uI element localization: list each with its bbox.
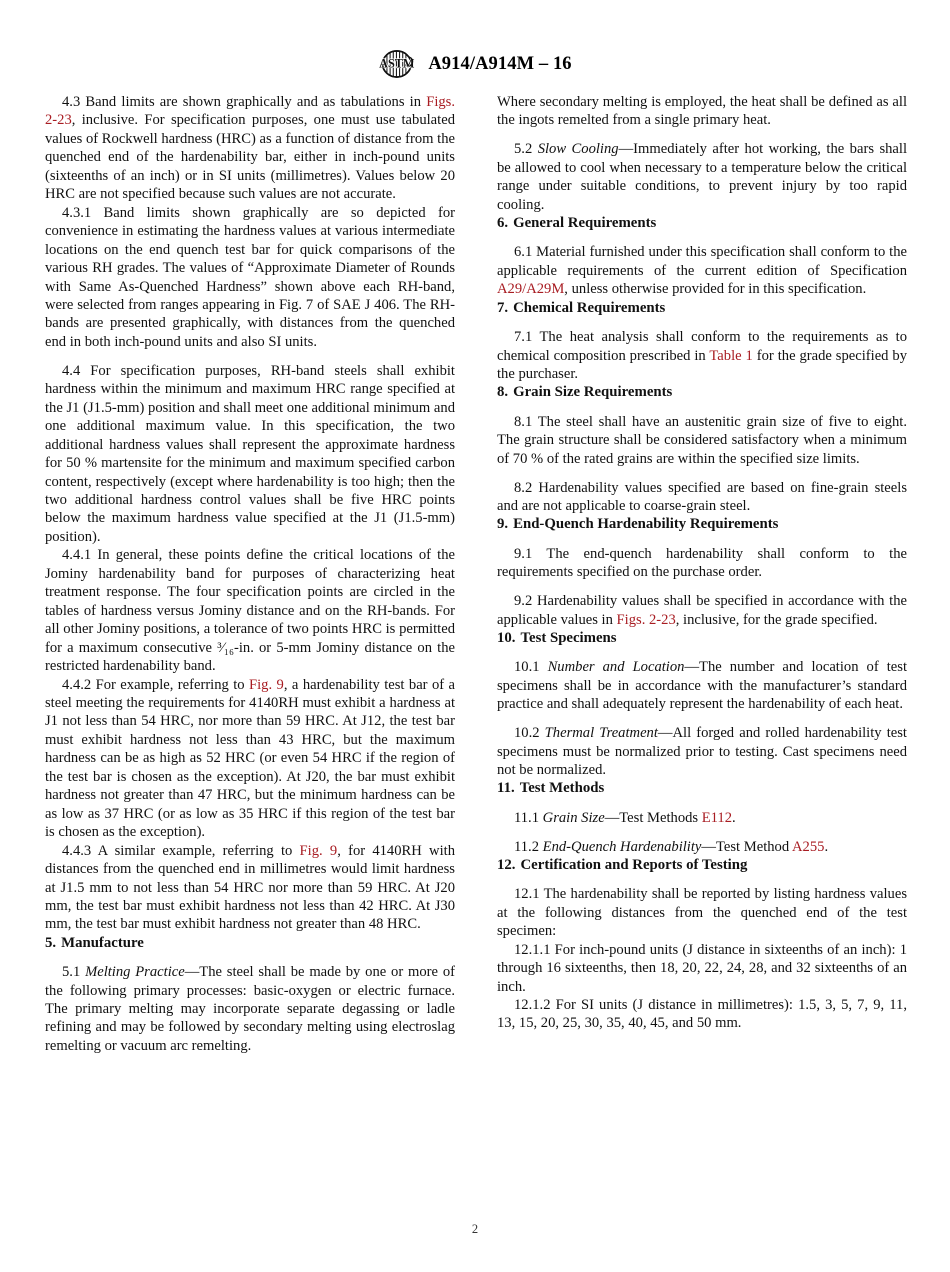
- paragraph-8-2: 8.2 Hardenability values specified are based on fine-grain steels and are not applicable to coarse-grain steel.: [497, 479, 907, 514]
- paragraph-8-1: 8.1 The steel shall have an austenitic grain size of five to eight. The grain structure shall be considered satisfactory when a minimum of 70 % of the rated grains are within the specified size limits.: [497, 413, 907, 467]
- standard-designation: A914/A914M – 16: [428, 53, 572, 74]
- term-end-quench-hardenability: End-Quench Hardenability: [542, 838, 702, 855]
- paragraph-4-4-1-tail: -in. or 5-mm Jominy distance on the restricted hardenability band.: [45, 639, 456, 675]
- paragraph-10-2-number: 10.2: [514, 725, 545, 742]
- paragraph-4-4-2: [45, 676, 455, 842]
- paragraph-4-4: 4.4 For specification purposes, RH-band steels shall exhibit hardness within the minimum and maximum HRC range specified at the J1 (J1.5-mm) position and shall meet one additional minimum and one additional maximum value. In this specification, the two additional hardness values shall represent the approximate hardness for 50 % martensite for the minimum and maximum specified carbon content, respectively (except where hardenability is too high; then the two additional hardness control values shall be five HRC points below the maximum hardness value specified at the J1 (J1.5-mm) position).: [45, 362, 455, 545]
- paragraph-7-1-lead: 7.1 The heat analysis shall conform to the requirements as to chemical composition prescribed in: [497, 329, 907, 364]
- paragraph-7-1-tail: for the grade specified by the purchaser.: [497, 347, 907, 382]
- paragraph-11-2-number: 11.2: [514, 838, 543, 855]
- section-heading-5-title: Manufacture: [61, 934, 144, 951]
- section-heading-7-number: 7.: [497, 299, 509, 316]
- term-thermal-treatment: Thermal Treatment: [544, 725, 658, 742]
- section-heading-6-title: General Requirements: [513, 215, 657, 232]
- paragraph-4-3-1: 4.3.1 Band limits shown graphically are so depicted for convenience in estimating the hardness values at various intermediate locations on the end quench test bar for quick comparisons of the various RH grades. The values of “Approximate Diameter of Rounds with Same As-Quenched Hardness” shown above each RH-band, were selected from ranges appearing in Fig. 7 of SAE J 406. The RH-bands are presented graphically, with distances from the quenched end in both inch-pound units and also SI units.: [45, 204, 455, 350]
- right-column: [497, 93, 907, 1055]
- paragraph-7-1: [497, 328, 907, 383]
- paragraph-9-2: [497, 592, 907, 629]
- section-heading-10: [497, 629, 907, 648]
- term-slow-cooling: Slow Cooling: [537, 141, 619, 158]
- paragraph-4-3-tail: , inclusive. For specification purposes, one must use tabulated values of Rockwell hardness (HRC) as a function of distance from the quenched end of the hardenability bar, either in inch-pound units (sixteenths of an inch) or in SI units (millimetres). Values below 20 HRC are not specified because such values are not accurate.: [45, 112, 455, 203]
- paragraph-4-3: [45, 93, 455, 204]
- section-heading-12-title: Certification and Reports of Testing: [520, 857, 748, 874]
- section-heading-8: [497, 383, 907, 402]
- paragraph-12-1-2: 12.1.2 For SI units (J distance in millimetres): 1.5, 3, 5, 7, 9, 11, 13, 15, 20, 25, 30, 35, 40, 45, and 50 mm.: [497, 997, 907, 1032]
- section-heading-9-title: End-Quench Hardenability Requirements: [513, 516, 779, 533]
- paragraph-5-1-text: —The steel shall be made by one or more of the following primary processes: basic-oxygen or electric furnace. The primary melting may incorporate separate degassing or ladle refining and may be followed by secondary melting using electroslag remelting or vacuum arc remelting.: [45, 964, 455, 1054]
- paragraph-4-4-3: [45, 842, 455, 934]
- section-heading-12-number: 12.: [497, 857, 516, 874]
- paragraph-11-1-text: —Test Methods: [604, 809, 702, 826]
- paragraph-12-1: 12.1 The hardenability shall be reported by listing hardness values at the following distances from the quenched end of the test specimen:: [497, 886, 907, 940]
- page-header: [0, 44, 950, 84]
- paragraph-11-1-period: .: [732, 809, 736, 826]
- paragraph-5-2: [497, 140, 907, 214]
- paragraph-5-1-number: 5.1: [62, 964, 86, 981]
- paragraph-9-2-lead: 9.2 Hardenability values shall be specified in accordance with the applicable values in: [497, 593, 907, 628]
- paragraph-4-4-1: [45, 546, 455, 675]
- paragraph-4-4-3-tail: , for 4140RH with distances from the quenched end in millimetres would limit hardness at J1.5 mm to not less than 54 HRC nor more than 59 HRC. At J20 mm, the test bar must exhibit hardness not less than 42 HRC. At J30 mm, the test bar must exhibit hardness not greater than 48 HRC.: [45, 842, 455, 933]
- paragraph-4-4-1-lead: 4.4.1 In general, these points define the critical locations of the Jominy hardenability band for purposes of characterizing heat treatment response. The four specification points are circled in the tables of hardness versus Jominy distance and on the RH-bands. For all other Jominy positions, a tolerance of two points HRC is permitted for a maximum consecutive: [45, 547, 455, 656]
- section-heading-5-number: 5.: [45, 934, 57, 951]
- fraction-three-sixteenths: ³⁄₁₆: [217, 639, 234, 656]
- link-fig-9-a[interactable]: Fig. 9: [249, 676, 284, 693]
- paragraph-4-4-2-lead: 4.4.2 For example, referring to: [62, 676, 250, 693]
- link-e112[interactable]: E112: [701, 809, 733, 826]
- link-table-1[interactable]: Table 1: [709, 347, 753, 364]
- document-body: [45, 93, 907, 1055]
- link-figs-2-23[interactable]: Figs. 2-23: [45, 94, 455, 129]
- link-figs-2-23-b[interactable]: Figs. 2-23: [616, 611, 676, 628]
- paragraph-5-2-number: 5.2: [514, 141, 538, 158]
- astm-logo-icon: [378, 49, 418, 79]
- section-heading-9-number: 9.: [497, 516, 509, 533]
- paragraph-4-3-lead: 4.3 Band limits are shown graphically and as tabulations in: [62, 94, 427, 110]
- paragraph-11-1-number: 11.1: [514, 809, 543, 826]
- paragraph-5-1-continued: Where secondary melting is employed, the heat shall be defined as all the ingots remelted from a single primary heat.: [497, 94, 907, 129]
- section-heading-12: [497, 856, 907, 875]
- paragraph-6-1-tail: , unless otherwise provided for in this specification.: [564, 281, 867, 298]
- section-heading-7: [497, 299, 907, 318]
- paragraph-4-4-2-tail: , a hardenability test bar of a steel meeting the requirements for 4140RH must exhibit a hardness at J1 not less than 54 HRC, nor more than 59 HRC. At J12, the test bar must exhibit hardness not less than 43 HRC, but the maximum hardness can be as high as 52 HRC (or even 54 HRC if the region of the test bar is chosen as the exception). At J20, the bar must exhibit hardness not greater than 47 HRC, but the minimum hardness can be as low as 37 HRC (or as low as 35 HRC if this region of the test bar is chosen as the exception).: [45, 676, 456, 841]
- section-heading-8-number: 8.: [497, 384, 509, 401]
- paragraph-5-2-text: —Immediately after hot working, the bars shall be allowed to cool when necessary to a temperature below the critical range under suitable conditions, to prevent injury by too rapid cooling.: [497, 141, 908, 213]
- section-heading-10-title: Test Specimens: [520, 629, 617, 646]
- paragraph-11-2-text: —Test Method: [701, 838, 792, 855]
- term-melting-practice: Melting Practice: [85, 964, 185, 981]
- section-heading-7-title: Chemical Requirements: [513, 299, 666, 316]
- term-number-and-location: Number and Location: [547, 659, 685, 676]
- paragraph-12-1-1: 12.1.1 For inch-pound units (J distance in sixteenths of an inch): 1 through 16 sixteenths, then 18, 20, 22, 24, 28, and 32 sixteenths of an inch.: [497, 941, 907, 995]
- section-heading-11: [497, 779, 907, 798]
- paragraph-10-2: [497, 724, 907, 779]
- svg-text:ASTM: ASTM: [379, 56, 415, 71]
- section-heading-10-number: 10.: [497, 629, 516, 646]
- section-heading-5: [45, 934, 455, 953]
- section-heading-8-title: Grain Size Requirements: [513, 384, 673, 401]
- section-heading-11-number: 11.: [497, 780, 515, 797]
- left-column: [45, 93, 455, 1055]
- paragraph-11-2-period: .: [824, 838, 829, 855]
- term-grain-size: Grain Size: [542, 809, 605, 826]
- paragraph-4-4-3-lead: 4.4.3 A similar example, referring to: [62, 842, 300, 859]
- link-a255[interactable]: A255: [792, 838, 825, 855]
- section-heading-6: [497, 214, 907, 233]
- paragraph-9-1: 9.1 The end-quench hardenability shall conform to the requirements specified on the purchase order.: [497, 545, 907, 581]
- paragraph-10-2-text: —All forged and rolled hardenability test specimens must be normalized prior to testing. Cast specimens need not be normalized.: [497, 725, 907, 778]
- paragraph-6-1-lead: 6.1 Material furnished under this specification shall conform to the applicable requirements of the current edition of Specification: [497, 244, 907, 279]
- paragraph-11-1: [497, 809, 907, 827]
- section-heading-6-number: 6.: [497, 215, 509, 232]
- paragraph-10-1: [497, 658, 907, 713]
- page-number: 2: [471, 1222, 479, 1236]
- paragraph-9-2-tail: , inclusive, for the grade specified.: [675, 611, 878, 628]
- link-fig-9-b[interactable]: Fig. 9: [299, 842, 338, 859]
- section-heading-9: [497, 515, 907, 534]
- link-a29-a29m[interactable]: A29/A29M: [497, 281, 565, 298]
- paragraph-6-1: [497, 243, 907, 298]
- section-heading-11-title: Test Methods: [519, 780, 605, 797]
- paragraph-5-1: [45, 963, 455, 1055]
- paragraph-11-2: [497, 838, 907, 856]
- paragraph-10-1-number: 10.1: [514, 659, 548, 676]
- paragraph-10-1-text: —The number and location of test specimens shall be in accordance with the manufacturer’s standard practice and shall adequately represent the hardenability of each heat.: [497, 659, 907, 713]
